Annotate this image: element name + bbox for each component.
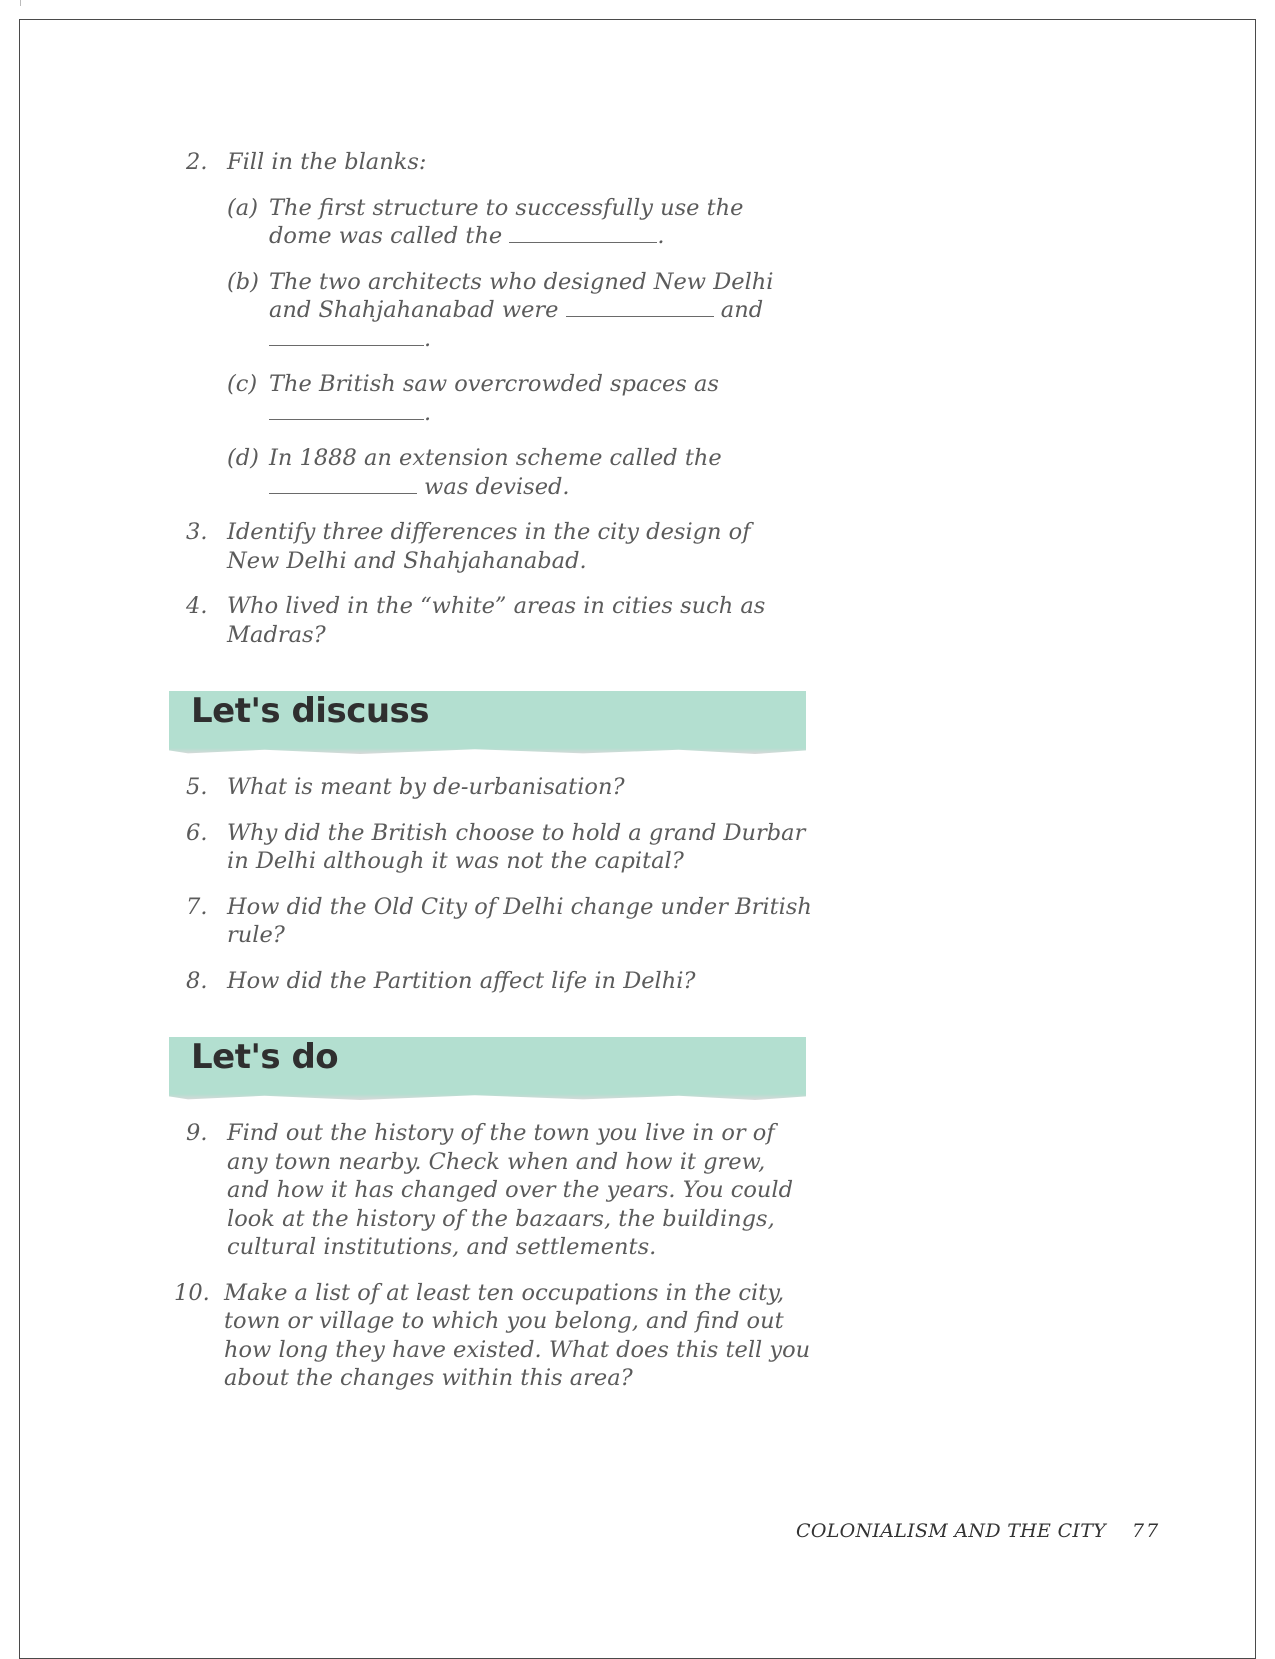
question-number: 7.: [186, 893, 208, 920]
answer-blank: [566, 296, 714, 317]
lets-do-banner: [169, 1037, 806, 1095]
question-line: cultural institutions, and settlements.: [227, 1234, 657, 1260]
subquestion-label: (d): [227, 445, 259, 471]
subquestion-b: [227, 268, 820, 354]
question-number: 4.: [186, 593, 208, 619]
subquestion-line: The first structure to successfully use the: [269, 194, 744, 221]
text-fragment: and: [713, 297, 764, 323]
text-fragment: .: [424, 325, 432, 352]
crop-mark: [20, 0, 21, 6]
exercise-content: [170, 148, 820, 1410]
chapter-title: COLONIALISM AND THE CITY: [796, 1520, 1107, 1542]
question-9: [170, 1119, 820, 1262]
lets-discuss-banner: [169, 691, 806, 749]
subquestion-line: The British saw overcrowded spaces as: [269, 371, 719, 397]
question-line: Identify three differences in the city design of: [227, 519, 751, 545]
question-line: about the changes within this area?: [224, 1365, 633, 1391]
question-number: 8.: [186, 967, 208, 994]
question-8: [170, 967, 820, 996]
question-line: rule?: [227, 922, 285, 948]
subquestion-label: (c): [227, 371, 258, 397]
question-line: how long they have existed. What does this tell you: [224, 1336, 811, 1363]
question-line: How did the Partition affect life in Delhi?: [227, 967, 696, 994]
question-number: 6.: [186, 819, 208, 846]
answer-blank: [269, 399, 424, 420]
question-line: any town nearby. Check when and how it grew,: [227, 1148, 766, 1175]
question-line: What is meant by de-urbanisation?: [227, 774, 625, 800]
text-fragment: dome was called the: [269, 223, 510, 249]
question-7: [170, 893, 820, 950]
question-number: 5.: [186, 774, 208, 800]
section-title: Let's do: [191, 1037, 339, 1077]
section-title: Let's discuss: [191, 691, 430, 731]
question-3: [170, 518, 820, 575]
question-line: How did the Old City of Delhi change under British: [227, 893, 812, 920]
subquestion-line: [269, 296, 820, 325]
question-line: in Delhi although it was not the capital?: [227, 848, 684, 874]
question-number: 10.: [174, 1279, 210, 1306]
text-fragment: .: [657, 223, 665, 249]
question-line: Make a list of at least ten occupations in the city,: [224, 1279, 785, 1306]
question-line: Who lived in the “white” areas in cities such as: [227, 593, 766, 619]
question-5: [170, 773, 820, 802]
question-6: [170, 819, 820, 876]
text-fragment: .: [424, 399, 432, 426]
question-line: town or village to which you belong, and find out: [224, 1308, 784, 1334]
subquestion-line: [269, 222, 820, 251]
subquestion-c: [227, 370, 820, 427]
question-number: 3.: [186, 519, 208, 545]
question-2: [170, 148, 820, 501]
subquestion-line: In 1888 an extension scheme called the: [269, 445, 722, 471]
question-line: look at the history of the bazaars, the buildings,: [227, 1205, 775, 1232]
text-fragment: was devised.: [417, 473, 570, 500]
question-number: 2.: [186, 149, 208, 175]
question-line: Why did the British choose to hold a grand Durbar: [227, 819, 806, 846]
question-line: New Delhi and Shahjahanabad.: [227, 547, 587, 574]
subquestion-line: [269, 473, 820, 502]
answer-blank: [509, 222, 657, 243]
question-number: 9.: [186, 1120, 208, 1146]
subquestion-label: (a): [227, 194, 258, 221]
subquestion-line: [269, 325, 820, 354]
question-line: Find out the history of the town you live in or of: [227, 1120, 775, 1146]
question-line: and how it has changed over the years. You could: [227, 1177, 794, 1203]
question-10: [170, 1279, 820, 1393]
subquestion-line: The two architects who designed New Delhi: [269, 268, 774, 295]
question-4: [170, 592, 820, 649]
answer-blank: [269, 473, 417, 494]
page-footer: [796, 1520, 1160, 1542]
answer-blank: [269, 325, 424, 346]
subquestion-a: [227, 194, 820, 251]
subquestion-label: (b): [227, 268, 259, 295]
subquestion-d: [227, 444, 820, 501]
question-text: Fill in the blanks:: [227, 149, 427, 175]
question-line: Madras?: [227, 621, 326, 648]
subquestion-line: [269, 399, 820, 428]
page-number: 77: [1132, 1520, 1161, 1542]
text-fragment: and Shahjahanabad were: [269, 297, 566, 323]
